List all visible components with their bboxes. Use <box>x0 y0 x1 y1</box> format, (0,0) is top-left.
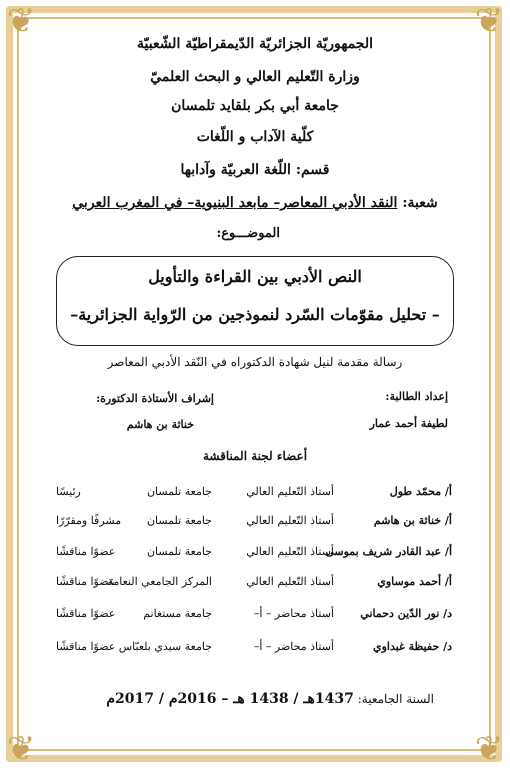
committee-row <box>56 607 452 625</box>
member-rank: أستاذ التّعليم العالي <box>246 514 334 527</box>
member-institution: جامعة سيدي بلعبّاس <box>118 640 212 653</box>
student-name: لطيفة أحمد عمار <box>369 417 448 430</box>
member-name: أ/ عبد القادر شريف بموسى <box>325 545 452 558</box>
member-rank: أستاذ التّعليم العالي <box>246 545 334 558</box>
member-role: مشرفًا ومقرّرًا <box>56 514 122 527</box>
member-role: عضوًا مناقشًا <box>56 575 116 588</box>
ministry-name: وزارة التّعليم العالي و البحث العلميّ <box>150 69 360 85</box>
corner-ornament-icon: ❦ <box>474 729 504 769</box>
member-institution: جامعة مستغانم <box>143 607 212 620</box>
branch-label: شعبة: <box>402 195 438 211</box>
member-institution: جامعة تلمسان <box>146 485 212 498</box>
member-role: عضوًا مناقشًا <box>56 640 116 653</box>
branch-value: النقد الأدبي المعاصر– مابعد البنيوية– في المغرب العربي <box>72 195 398 211</box>
supervisor-name: خناثة بن هاشم <box>126 418 194 431</box>
faculty-name: كلّية الآداب و اللّغات <box>196 129 314 145</box>
topic-box <box>56 256 454 346</box>
member-name: د/ نور الدّين دحماني <box>360 607 452 620</box>
corner-ornament-icon: ❦ <box>6 729 36 769</box>
committee-row <box>56 640 452 658</box>
academic-year-value: 1437هـ / 1438 هـ – 2016م / 2017م <box>106 691 354 707</box>
member-name: أ/ خناثة بن هاشم <box>373 514 452 527</box>
member-rank: أستاذ محاضر – أ– <box>253 607 334 620</box>
member-institution: جامعة تلمسان <box>146 545 212 558</box>
member-name: د/ حفيظة غبداوي <box>372 640 452 653</box>
committee-row <box>56 514 452 532</box>
member-name: أ/ محمّد طول <box>389 485 452 498</box>
topic-line-1: النص الأدبي بين القراءة والتأويل <box>148 267 362 286</box>
member-rank: أستاذ محاضر – أ– <box>253 640 334 653</box>
committee-row <box>56 575 452 593</box>
member-institution: جامعة تلمسان <box>146 514 212 527</box>
supervisor-label: إشراف الأستاذة الدكتورة: <box>96 392 214 405</box>
member-role: عضوًا مناقشًا <box>56 607 116 620</box>
member-rank: أستاذ التّعليم العالي <box>246 575 334 588</box>
department-name: قسم: اللّغة العربيّة وآدابها <box>180 162 330 178</box>
member-institution: المركز الجامعي النعامة <box>107 575 212 588</box>
republic-name: الجمهوريّة الجزائريّة الدّيمقراطيّة الشّعبيّة <box>136 36 373 52</box>
committee-row <box>56 485 452 503</box>
thesis-note: رسالة مقدمة لنيل شهادة الدكتوراه في النّقد الأدبي المعاصر <box>107 355 403 369</box>
member-name: أ/ أحمد موساوي <box>377 575 452 588</box>
topic-label: الموضـــوع: <box>216 226 280 241</box>
corner-ornament-icon: ❦ <box>474 1 504 41</box>
academic-year-label: السنة الجامعية: <box>357 692 434 706</box>
corner-ornament-icon: ❦ <box>6 1 36 41</box>
student-label: إعداد الطالبة: <box>385 390 448 403</box>
member-rank: أستاذ التّعليم العالي <box>246 485 334 498</box>
member-role: رئيسًا <box>56 485 81 498</box>
university-name: جامعة أبي بكر بلقايد تلمسان <box>171 98 339 114</box>
member-role: عضوًا مناقشًا <box>56 545 116 558</box>
committee-row <box>56 545 452 563</box>
branch-line <box>30 195 480 211</box>
committee-title: أعضاء لجنة المناقشة <box>202 449 308 463</box>
topic-line-2: – تحليل مقوّمات السّرد لنموذجين من الرّواية الجزائرية– <box>70 305 440 324</box>
academic-year <box>106 691 434 707</box>
